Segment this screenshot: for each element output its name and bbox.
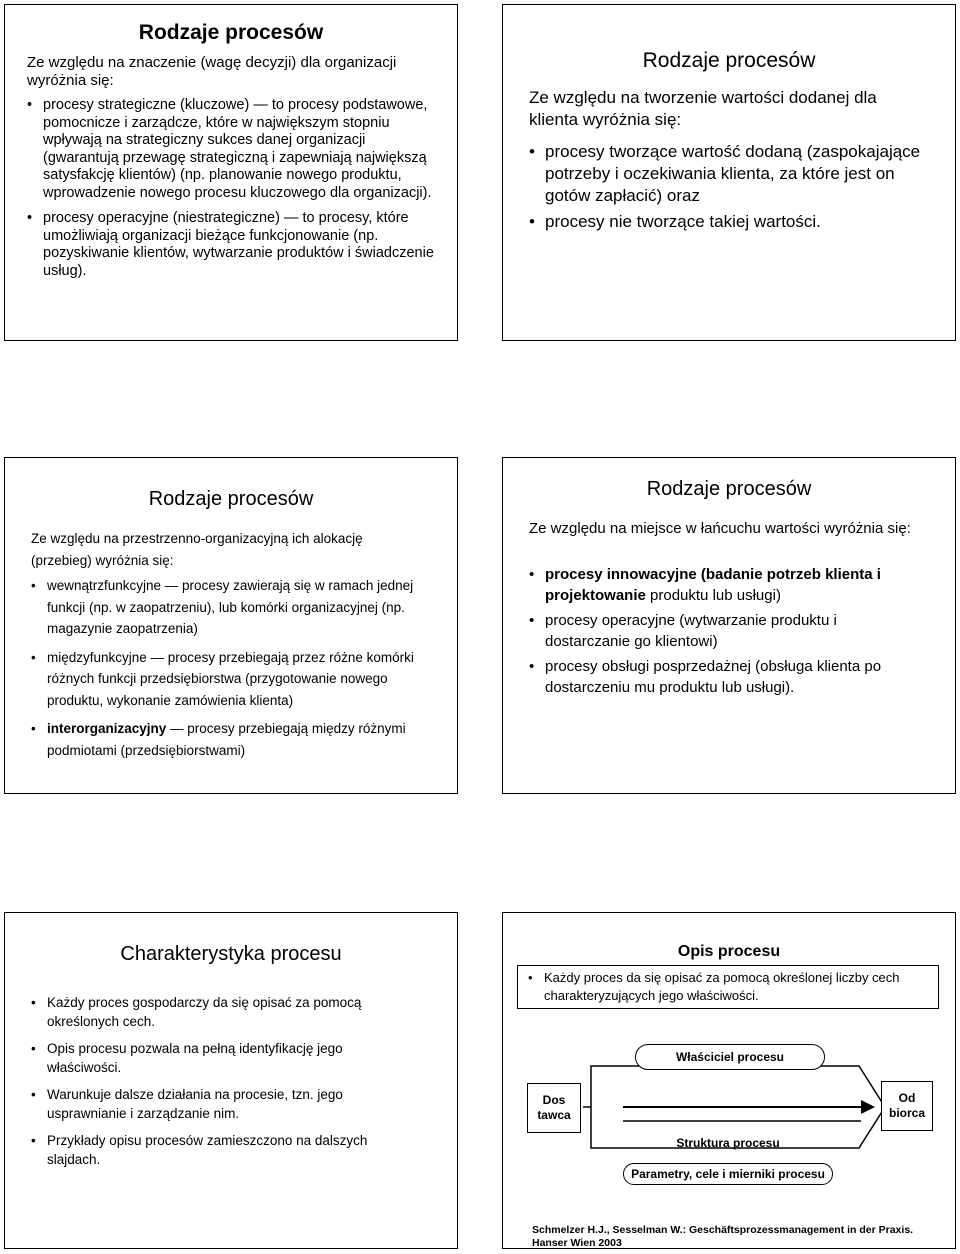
slide-4-title: Rodzaje procesów	[646, 478, 812, 500]
list-item-bold: procesy innowacyjne (badanie potrzeb klienta i projektowanie	[545, 566, 881, 604]
process-owner-box: Właściciel procesu	[635, 1044, 825, 1070]
slide-1-intro: Ze względu na znaczenie (wagę decyzji) dla organizacji wyróżnia się:	[27, 54, 397, 89]
citation	[532, 1224, 952, 1250]
list-item-text: procesy operacyjne (wytwarzanie produktu i dostarczanie go klientowi)	[545, 612, 837, 650]
slide-4	[502, 457, 956, 794]
slide-3-intro: Ze względu na przestrzenno-organizacyjną ich alokację (przebieg) wyróżnia się:	[31, 531, 363, 568]
slide-1-list	[27, 97, 437, 280]
process-params-box: Parametry, cele i mierniki procesu	[623, 1163, 833, 1185]
slide-1-title: Rodzaje procesów	[138, 21, 324, 44]
list-item	[31, 647, 431, 712]
citation-line-1: Schmelzer H.J., Sesselman W.: Geschäftsprozessmanagement in der Praxis.	[532, 1224, 914, 1236]
list-item	[529, 610, 924, 652]
slide-4-intro: Ze względu na miejsce w łańcuchu wartości wyróżnia się:	[529, 520, 911, 537]
list-item-text: wewnątrzfunkcyjne — procesy zawierają się w ramach jednej funkcji (np. w zaopatrzeniu), lub komórki organizacyjnej (np. magazynie zaopatrzenia)	[47, 578, 414, 636]
list-item: • Opis procesu pozwala na pełną identyfikację jego właściwości.	[31, 1039, 411, 1077]
slide-3	[4, 457, 458, 794]
slide-5-list	[31, 993, 411, 1169]
slide-2	[502, 4, 956, 341]
list-item-text: procesy obsługi posprzedażnej (obsługa klienta po dostarczeniu mu produktu lub usługi).	[545, 658, 882, 696]
list-item: • procesy strategiczne (kluczowe) — to procesy podstawowe, pomocnicze i zarządcze, które w największym stopniu wpływają na strategiczny sukces danej organizacji (gwarantują przewagę strategiczną i zapewniają największą satysfakcję klientów) (np. planowanie nowego produktu, wprowadzenie nowego procesu kluczowego dla organizacji).	[27, 97, 437, 202]
slide-2-intro: Ze względu na tworzenie wartości dodanej dla klienta wyróżnia się:	[529, 88, 877, 129]
list-item	[31, 575, 431, 640]
list-item	[529, 656, 924, 698]
slide-3-list	[31, 575, 431, 761]
slide-2-title: Rodzaje procesów	[642, 49, 816, 72]
list-item-text: międzyfunkcyjne — procesy przebiegają przez różne komórki różnych funkcji przedsiębiorstwa (przygotowanie nowego produktu, wykonanie zamówienia klienta)	[47, 649, 414, 708]
process-structure-label: Struktura procesu	[676, 1136, 780, 1150]
citation-line-2: Hanser Wien 2003	[532, 1237, 622, 1249]
list-item: • procesy operacyjne (niestrategiczne) — to procesy, które umożliwiają organizacji bieżące funkcjonowanie (np. pozyskiwanie klientów, wytwarzanie produktów i świadczenie usług).	[27, 210, 437, 280]
list-item-text: — procesy przebiegają między różnymi podmiotami (przedsiębiorstwami)	[47, 721, 406, 758]
list-item: • Warunkuje dalsze działania na procesie, tzn. jego usprawnianie i zarządzanie nim.	[31, 1085, 411, 1123]
slide-3-title: Rodzaje procesów	[148, 488, 314, 510]
slide-2-list	[529, 141, 939, 233]
list-item: • Przykłady opisu procesów zamieszczono na dalszych slajdach.	[31, 1131, 411, 1169]
slide-4-list	[529, 564, 924, 698]
slide-1	[4, 4, 458, 341]
list-item-text: produktu lub usługi)	[645, 587, 781, 604]
customer-box: Od biorca	[881, 1081, 933, 1131]
list-item: • procesy nie tworzące takiej wartości.	[529, 211, 939, 233]
list-item: • Każdy proces gospodarczy da się opisać za pomocą określonych cech.	[31, 993, 411, 1031]
slide-5	[4, 912, 458, 1249]
list-item: • Każdy proces da się opisać za pomocą określonej liczby cech charakteryzujących jego właściwości.	[528, 969, 923, 1005]
list-item	[31, 718, 431, 761]
list-item	[529, 564, 924, 606]
slide-6-title: Opis procesu	[677, 943, 781, 960]
slide-5-title: Charakterystyka procesu	[120, 943, 342, 965]
supplier-box: Dos tawca	[527, 1083, 581, 1133]
list-item-bold: interorganizacyjny	[47, 721, 167, 736]
slide-6	[502, 912, 956, 1249]
list-item: • procesy tworzące wartość dodaną (zaspokajające potrzeby i oczekiwania klienta, za które jest on gotów zapłacić) oraz	[529, 141, 939, 207]
